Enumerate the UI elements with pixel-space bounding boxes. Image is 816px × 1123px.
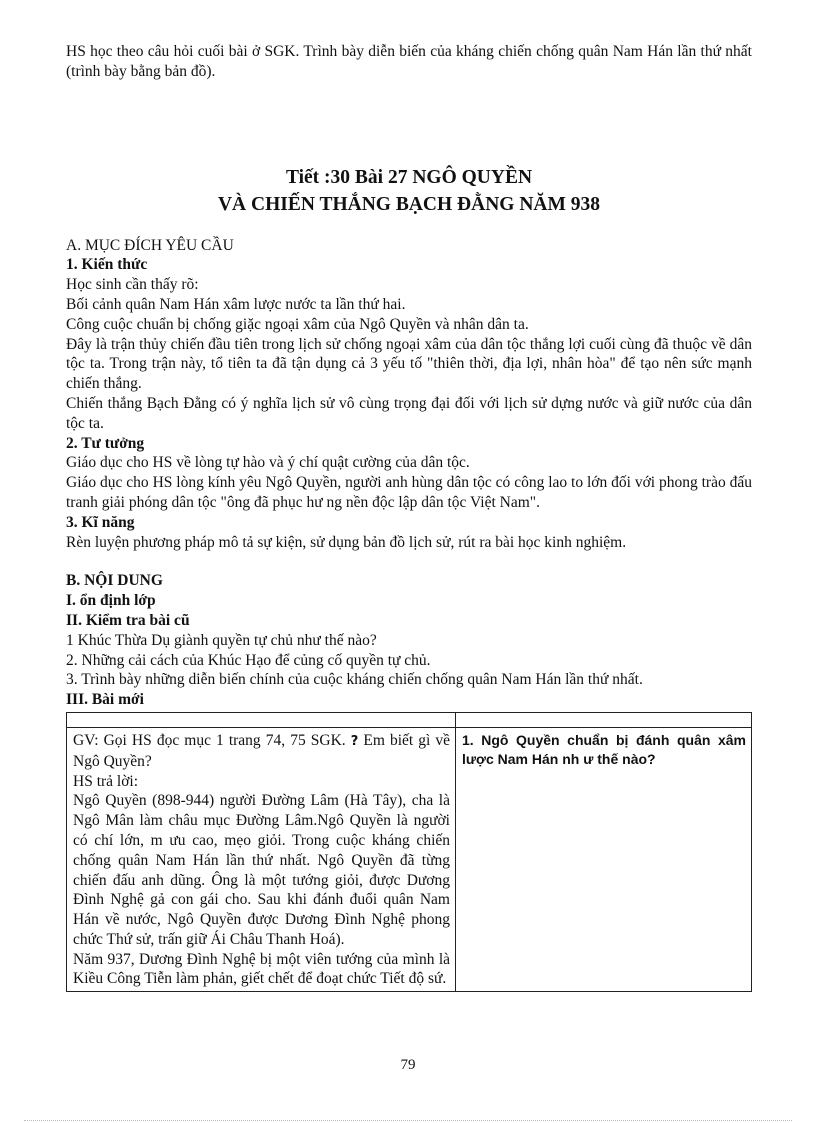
part-1-heading: I. ổn định lớp — [66, 592, 156, 610]
knowledge-line: Đây là trận thủy chiến đầu tiên trong lịch sử chống ngoại xâm của dân tộc thắng lợi cuối cùng đã thuộc về dân tộc ta. Trong trận này, tổ tiên ta đã tận dụng cả 3 yếu tố "thiên thời, địa lợi, nhân hòa" để tạo nên sức mạnh chiến thắng. — [66, 335, 752, 393]
page-bottom-rule — [24, 1120, 792, 1121]
thought-heading: 2. Tư tưởng — [66, 434, 145, 452]
question-start: GV: Gọi HS đọc mục 1 trang 74, 75 SGK. — [73, 731, 346, 749]
answer-paragraph: Ngô Quyền (898-944) người Đường Lâm (Hà Tây), cha là Ngô Mân làm châu mục Đường Lâm.Ngô Quyền là người có chí lớn, m ưu cao, mẹo giỏi. Trong cuộc kháng chiến chống quân Nam Hán lần thứ nhất. Ngô Quyền đã từng chiến đấu anh dũng. Ông là một tướng giỏi, được Dương Đình Nghệ gả con gái cho. Sau khi đánh đuổi quân Nam Hán về nước, Ngô Quyền được Dương Đình Nghệ phong chức Thứ sử, trấn giữ Ái Châu Thanh Hoá). — [73, 792, 450, 948]
page-number: 79 — [400, 1057, 416, 1073]
question-end: Em biết gì về Ngô Quyền? — [73, 731, 451, 770]
content-heading: 1. Ngô Quyền chuẩn bị đánh quân xâm lược Nam Hán nh ư thế nào? — [462, 731, 746, 767]
review-question: 1 Khúc Thừa Dụ giành quyền tự chủ như thế nào? — [66, 631, 377, 649]
knowledge-line: Bối cảnh quân Nam Hán xâm lược nước ta lần thứ hai. — [66, 295, 406, 313]
lesson-table — [66, 712, 752, 992]
intro-paragraph: HS học theo câu hỏi cuối bài ở SGK. Trình bày diễn biến của kháng chiến chống quân Nam Hán lần thứ nhất (trình bày bằng bản đồ). — [66, 43, 752, 80]
document-page — [66, 42, 752, 992]
teacher-activity-cell — [67, 727, 456, 991]
section-b-heading: B. NỘI DUNG — [66, 572, 163, 590]
review-question: 3. Trình bày những diễn biến chính của cuộc kháng chiến chống quân Nam Hán lần thứ nhất. — [66, 671, 643, 689]
answer-paragraph: Năm 937, Dương Đình Nghệ bị một viên tướng của mình là Kiều Công Tiễn làm phản, giết chết để đoạt chức Tiết độ sứ. — [73, 950, 450, 988]
knowledge-line: Chiến thắng Bạch Đằng có ý nghĩa lịch sử vô cùng trọng đại đối với lịch sử dựng nước và giữ nước của dân tộc ta. — [66, 394, 752, 432]
skills-line: Rèn luyện phương pháp mô tả sự kiện, sử dụng bản đồ lịch sử, rút ra bài học kinh nghiệm. — [66, 533, 627, 551]
section-b — [66, 571, 752, 710]
question-mark-icon: ? — [350, 733, 359, 749]
section-a — [66, 236, 752, 553]
lesson-title — [66, 164, 752, 218]
part-3-heading: III. Bài mới — [66, 691, 144, 709]
knowledge-line: Công cuộc chuẩn bị chống giặc ngoại xâm của Ngô Quyền và nhân dân ta. — [66, 315, 529, 333]
thought-line: Giáo dục cho HS lòng kính yêu Ngô Quyền, người anh hùng dân tộc có công lao to lớn đối với phong trào đấu tranh giải phóng dân tộc "ông đã phục hư ng nền độc lập dân tộc Việt Nam". — [66, 474, 752, 511]
thought-line: Giáo dục cho HS về lòng tự hào và ý chí quật cường của dân tộc. — [66, 454, 470, 472]
title-line-2: VÀ CHIẾN THẮNG BẠCH ĐẰNG NĂM 938 — [217, 193, 601, 215]
review-question: 2. Những cải cách của Khúc Hạo để củng cố quyền tự chủ. — [66, 651, 431, 669]
teacher-question — [73, 731, 450, 772]
part-2-heading: II. Kiểm tra bài cũ — [66, 611, 190, 629]
table-header-cell-right — [456, 712, 752, 727]
skills-heading: 3. Kĩ năng — [66, 513, 135, 531]
knowledge-heading: 1. Kiến thức — [66, 256, 148, 274]
title-line-1: Tiết :30 Bài 27 NGÔ QUYỀN — [285, 166, 533, 188]
student-answer-label: HS trả lời: — [73, 772, 139, 790]
table-header-row — [67, 712, 752, 727]
table-header-cell-left — [67, 712, 456, 727]
table-row — [67, 727, 752, 991]
content-cell — [456, 727, 752, 991]
section-a-heading: A. MỤC ĐÍCH YÊU CẦU — [66, 236, 234, 254]
knowledge-line: Học sinh cần thấy rõ: — [66, 276, 199, 294]
